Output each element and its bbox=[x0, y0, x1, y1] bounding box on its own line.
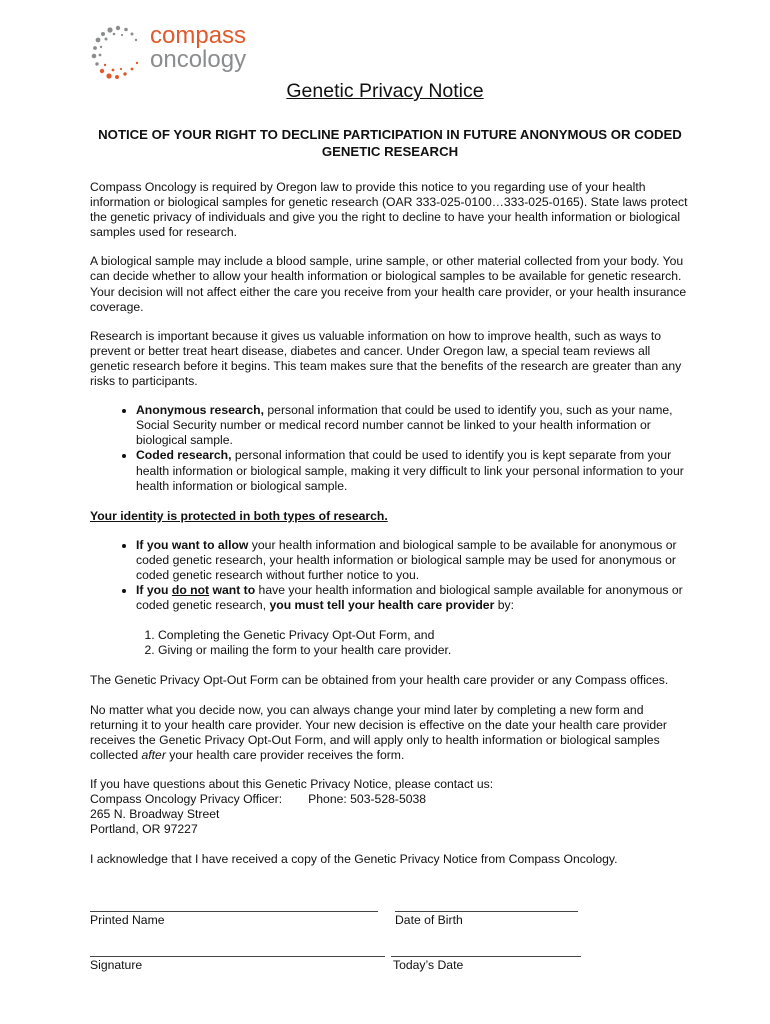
research-types-list bbox=[90, 403, 690, 494]
signature-line[interactable] bbox=[90, 956, 385, 957]
opt-out-steps bbox=[90, 628, 690, 658]
contact-intro: If you have questions about this Genetic Privacy Notice, please contact us: bbox=[90, 776, 494, 791]
choice-decline-text-b: by: bbox=[494, 598, 514, 613]
choice-allow-bold: If you want to allow bbox=[136, 537, 249, 552]
list-item-anonymous bbox=[136, 403, 690, 448]
choice-decline-bold-b: want to bbox=[209, 583, 256, 598]
choice-decline-bold-a: If you bbox=[136, 583, 172, 598]
term-coded: Coded research, bbox=[136, 448, 232, 463]
change-mind-emphasis: after bbox=[141, 747, 166, 762]
page-title: Genetic Privacy Notice bbox=[286, 80, 484, 102]
identity-heading: Your identity is protected in both types of research. bbox=[90, 508, 388, 523]
contact-city: Portland, OR 97227 bbox=[90, 822, 198, 837]
paragraph-biological-sample: A biological sample may include a blood sample, urine sample, or other material collected from your body. You can decide whether to allow your health information or biological samples to be available for genetic research. Your decision will not affect either the care you receive from your health care provider, or your health insurance coverage. bbox=[90, 254, 687, 314]
paragraph-change-mind bbox=[90, 703, 690, 763]
notice-body bbox=[90, 180, 690, 881]
logo-word-oncology: oncology bbox=[150, 46, 247, 73]
choice-decline-bold-c: you must tell your health care provider bbox=[269, 598, 495, 613]
paragraph-intro: Compass Oncology is required by Oregon law to provide this notice to you regarding use of your health information or biological samples for genetic research (OAR 333-025-0100…333-025-0165). State laws protect the genetic privacy of individuals and give you the right to decline to have your health information or biological samples used for research. bbox=[90, 180, 688, 240]
text-coded: personal information that could be used to identify you is kept separate from your health information or biological sample, making it very difficult to link your personal information to your health information or biological sample. bbox=[136, 448, 684, 493]
choice-allow-text: your health information and biological sample to be available for anonymous or coded genetic research, your health information or biological sample may be used for anonymous or coded genetic research without further notice to you. bbox=[136, 537, 677, 582]
list-item-coded bbox=[136, 448, 690, 493]
choice-decline-text-a: have your health information and biological sample available for anonymous or coded genetic research, bbox=[136, 583, 683, 613]
compass-oncology-logo bbox=[88, 22, 278, 82]
dob-line[interactable] bbox=[395, 911, 578, 912]
logo-word-compass: compass bbox=[150, 22, 247, 49]
step-item: 2. Giving or mailing the form to your health care provider. bbox=[158, 643, 690, 658]
contact-officer: Compass Oncology Privacy Officer: bbox=[90, 792, 283, 806]
choices-list bbox=[90, 538, 690, 613]
list-item-decline bbox=[136, 583, 690, 613]
text-anonymous: personal information that could be used to identify you, such as your name, Social Security number or medical record number cannot be linked to your health information or biological sample. bbox=[136, 403, 673, 448]
printed-name-line[interactable] bbox=[90, 911, 378, 912]
logo-wordmark bbox=[150, 24, 246, 72]
notice-subtitle: NOTICE OF YOUR RIGHT TO DECLINE PARTICIPATION IN FUTURE ANONYMOUS OR CODED GENETIC RESEARCH bbox=[98, 127, 682, 159]
logo-dot-ring-icon bbox=[88, 22, 148, 82]
contact-officer-row bbox=[90, 792, 690, 807]
todays-date-line[interactable] bbox=[391, 956, 581, 957]
change-mind-text-a: No matter what you decide now, you can always change your mind later by completing a new form and returning it to your health care provider. Your new decision is effective on the date your health care provider receives the Genetic Privacy Opt-Out Form, and will apply only to health information or biological samples collected bbox=[90, 702, 667, 762]
acknowledgement: I acknowledge that I have received a copy of the Genetic Privacy Notice from Compass Oncology. bbox=[90, 852, 618, 867]
contact-street: 265 N. Broadway Street bbox=[90, 807, 220, 822]
dob-label: Date of Birth bbox=[395, 913, 463, 927]
signature-label: Signature bbox=[90, 958, 143, 972]
contact-phone: Phone: 503-528-5038 bbox=[308, 792, 427, 806]
term-anonymous: Anonymous research, bbox=[136, 403, 265, 418]
step-item: 1. Completing the Genetic Privacy Opt-Out Form, and bbox=[158, 628, 690, 643]
list-item-allow bbox=[136, 538, 690, 583]
contact-block bbox=[90, 777, 690, 837]
printed-name-label: Printed Name bbox=[90, 913, 165, 927]
paragraph-opt-out-form: The Genetic Privacy Opt-Out Form can be obtained from your health care provider or any Compass offices. bbox=[90, 673, 669, 688]
todays-date-label: Today’s Date bbox=[393, 958, 464, 972]
choice-decline-bold-u: do not bbox=[171, 583, 210, 598]
change-mind-text-b: your health care provider receives the form. bbox=[165, 747, 405, 762]
paragraph-research-importance: Research is important because it gives us valuable information on how to improve health, such as ways to prevent or better treat heart disease, diabetes and cancer. Under Oregon law, a special team reviews all genetic research before it begins. This team makes sure that the benefits of the research are greater than any risks to participants. bbox=[90, 328, 682, 389]
